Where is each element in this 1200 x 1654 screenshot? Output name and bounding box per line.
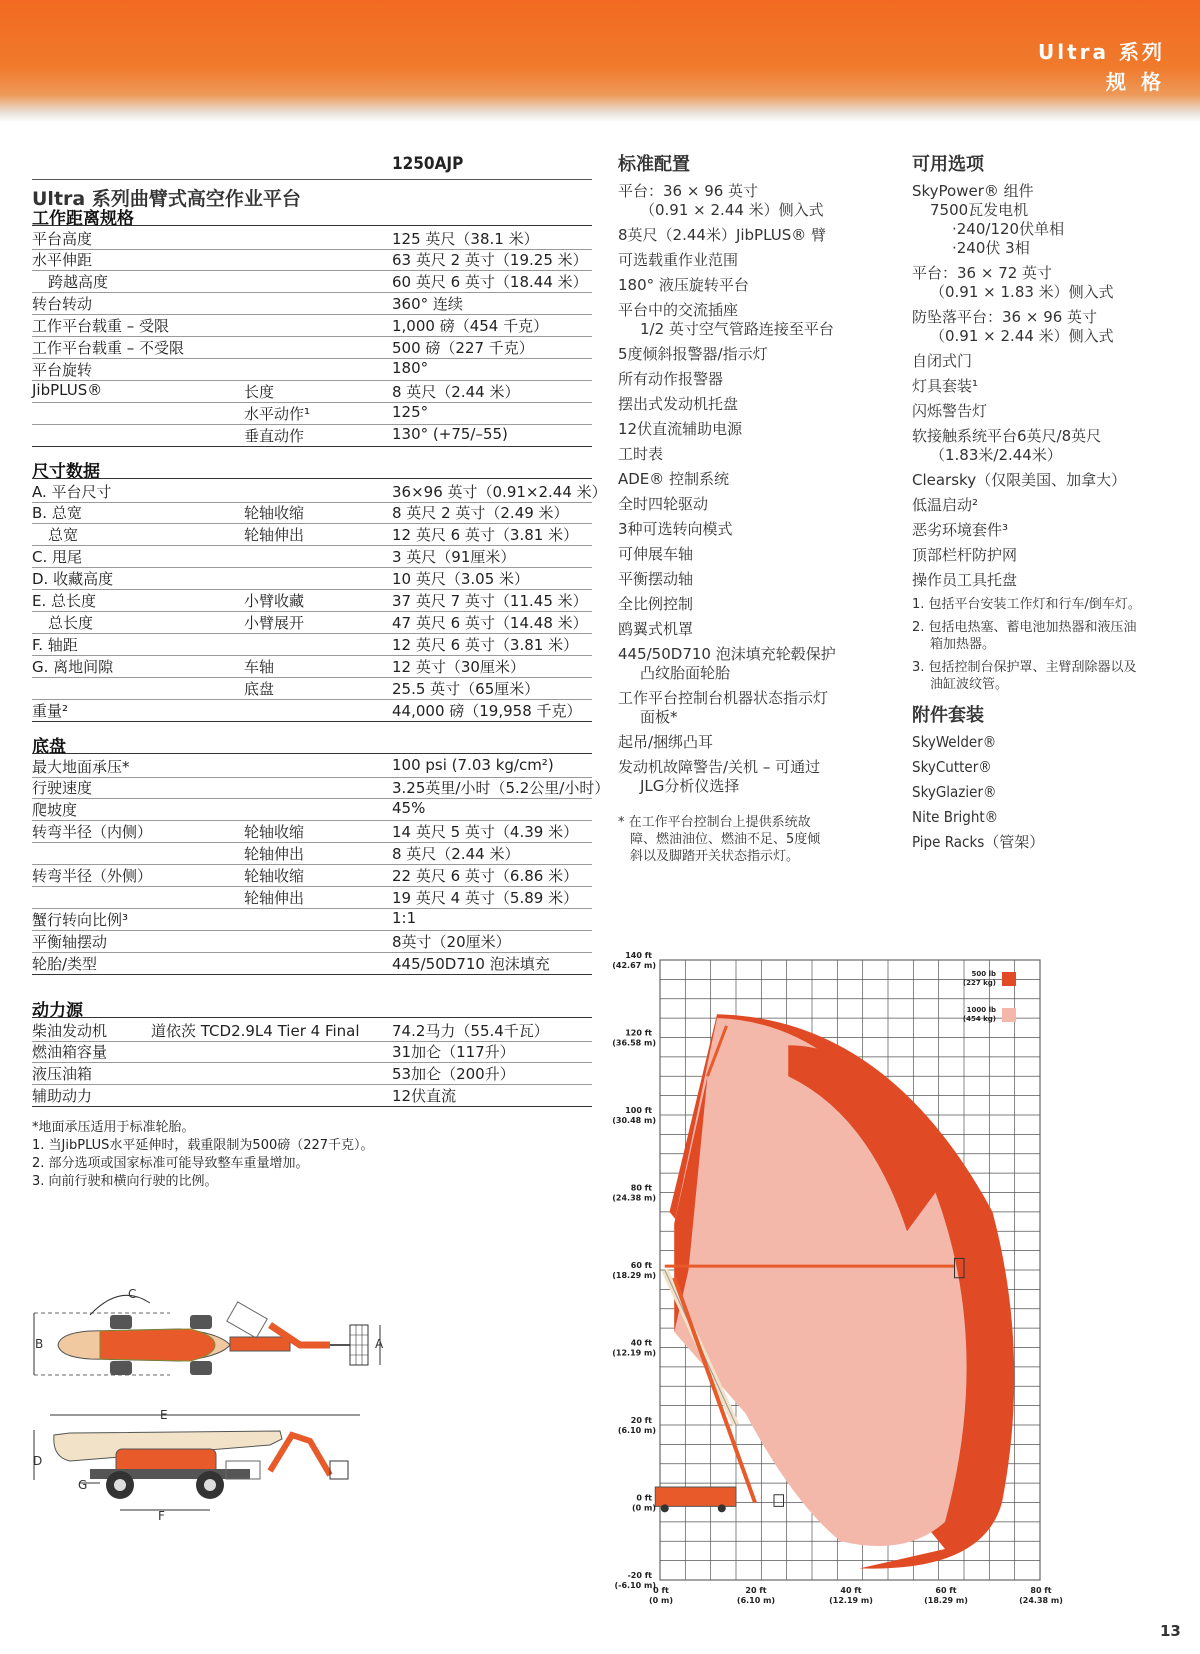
- list-item-line: 3种可选转向模式: [618, 520, 733, 538]
- list-item: [912, 659, 1172, 693]
- list-item-line: 凸纹胎面轮胎: [640, 664, 731, 682]
- spec-row: [32, 632, 592, 656]
- section-dimensions: 尺寸数据: [32, 462, 100, 482]
- spec-sublabel: 车轴: [244, 658, 275, 676]
- spec-sublabel: 轮轴收缩: [244, 504, 305, 522]
- spec-label: 转弯半径（外侧）: [32, 867, 153, 885]
- options-notes: [912, 596, 1172, 693]
- y-tick-label: -20 ft: [627, 1571, 652, 1580]
- spec-label: 蟹行转向比例³: [32, 911, 129, 929]
- spec-row: [32, 698, 592, 722]
- list-item: [618, 420, 878, 439]
- spec-sublabel: 轮轴收缩: [244, 823, 305, 841]
- spec-value: 1:1: [392, 909, 417, 927]
- list-item: [912, 596, 1172, 613]
- list-item-line: 闪烁警告灯: [912, 402, 988, 420]
- spec-value: 500 磅（227 千克）: [392, 339, 534, 357]
- list-item-line: ADE® 控制系统: [618, 470, 730, 488]
- list-item: [912, 521, 1172, 540]
- list-item-line: 软接触系统平台6英尺/8英尺: [912, 427, 1102, 445]
- spec-row: [32, 335, 592, 359]
- spec-row: [32, 819, 592, 843]
- x-tick-label: (12.19 m): [829, 1596, 873, 1605]
- spec-title: Ultra 系列曲臂式高空作业平台: [32, 188, 301, 210]
- spec-label: JibPLUS®: [32, 381, 103, 399]
- spec-value: 60 英尺 6 英寸（18.44 米）: [392, 273, 588, 291]
- list-item-line: 7500瓦发电机: [930, 201, 1029, 219]
- spec-row: [32, 566, 592, 590]
- spec-sublabel: 小臂展开: [244, 614, 305, 632]
- list-item-line: SkyPower® 组件: [912, 182, 1034, 200]
- list-item-line: 8英尺（2.44米）JibPLUS® 臂: [618, 226, 826, 244]
- y-tick-label: 120 ft: [625, 1028, 652, 1038]
- list-item: [618, 182, 878, 220]
- list-item-line: ·240伏 3相: [952, 239, 1030, 257]
- spec-value: 53加仑（200升）: [392, 1065, 515, 1083]
- dim-label-f: F: [158, 1509, 165, 1523]
- spec-value: 8 英尺（2.44 米）: [392, 845, 520, 863]
- list-item-line: Clearsky（仅限美国、加拿大）: [912, 471, 1127, 489]
- list-item: [618, 595, 878, 614]
- spec-label: 爬坡度: [32, 801, 78, 819]
- list-item: [618, 301, 878, 339]
- y-tick-label: 40 ft: [630, 1338, 652, 1348]
- wheel: [661, 1504, 669, 1512]
- legend-swatch: [1002, 972, 1016, 986]
- options-list: [912, 182, 1172, 590]
- standard-features: [618, 150, 878, 865]
- header-banner: [0, 0, 1200, 122]
- spec-row: [32, 775, 610, 799]
- spec-value: 3.25英里/小时（5.2公里/小时）: [392, 779, 610, 797]
- y-tick-label: 100 ft: [625, 1106, 652, 1115]
- list-item-line: JLG分析仪选择: [640, 777, 740, 795]
- series-title: Ultra 系列: [1038, 40, 1165, 64]
- available-options: [912, 150, 1172, 858]
- x-tick-label: 40 ft: [840, 1586, 862, 1595]
- x-tick-label: 0 ft: [653, 1586, 669, 1595]
- dim-label-e: E: [160, 1408, 168, 1422]
- spec-label: 总长度: [48, 614, 94, 632]
- spec-row: [32, 522, 592, 546]
- list-item-line: 油缸波纹管。: [930, 677, 1009, 692]
- list-item: [912, 264, 1172, 302]
- spec-row: [32, 401, 592, 425]
- spec-row: [32, 379, 592, 403]
- x-tick-label: 20 ft: [745, 1586, 767, 1595]
- spec-sublabel: 轮轴收缩: [244, 867, 305, 885]
- spec-label: 重量²: [32, 702, 69, 720]
- spec-label: 总宽: [48, 526, 79, 544]
- list-item-line: 平台：36 × 96 英寸: [618, 182, 759, 200]
- y-tick-label: 80 ft: [630, 1183, 652, 1193]
- x-tick-label: (24.38 m): [1019, 1596, 1063, 1605]
- accessory-item: Pipe Racks（管架）: [912, 833, 1045, 851]
- list-item-line: 工时表: [618, 445, 664, 463]
- model-name: 1250AJP: [392, 154, 464, 174]
- note-line: 障、燃油油位、燃油不足、5度倾: [630, 832, 821, 847]
- y-tick-label: (18.29 m): [612, 1271, 656, 1280]
- list-item: [912, 377, 1172, 396]
- dim-label-d: D: [33, 1454, 43, 1468]
- spec-label: 转弯半径（内侧）: [32, 823, 153, 841]
- y-tick-label: 60 ft: [630, 1261, 652, 1270]
- spec-row: [32, 357, 592, 381]
- x-tick-label: 60 ft: [935, 1586, 957, 1595]
- list-item: [618, 370, 878, 389]
- spec-value: 74.2马力（55.4千瓦）: [392, 1022, 549, 1040]
- spec-value: 45%: [392, 799, 426, 817]
- accessory-item: Nite Bright®: [912, 808, 999, 826]
- list-item-line: 鸥翼式机罩: [618, 620, 694, 638]
- spec-row: [32, 951, 592, 975]
- list-item: [618, 345, 878, 364]
- list-item: [618, 645, 878, 683]
- spec-label: B. 总宽: [32, 504, 82, 522]
- list-item: [618, 545, 878, 564]
- list-item-line: 5度倾斜报警器/指示灯: [618, 345, 768, 363]
- spec-sublabel: 垂直动作: [244, 427, 305, 445]
- spec-row: [32, 841, 592, 865]
- footnote: 2. 部分选项或国家标准可能导致整车重量增加。: [32, 1156, 309, 1171]
- list-item: [618, 445, 878, 464]
- list-item-line: 平衡摆动轴: [618, 570, 694, 588]
- accessory-list: [912, 733, 1172, 852]
- spec-value: 445/50D710 泡沫填充: [392, 955, 550, 973]
- list-item-line: 防坠落平台：36 × 96 英寸: [912, 308, 1098, 326]
- spec-row: [32, 863, 592, 887]
- list-item: [912, 308, 1172, 346]
- list-item-line: 自闭式门: [912, 352, 973, 370]
- list-item-line: （1.83米/2.44米）: [930, 446, 1062, 464]
- spec-value: 360° 连续: [392, 295, 463, 313]
- spec-value: 63 英尺 2 英寸（19.25 米）: [392, 251, 588, 269]
- y-tick-label: 20 ft: [630, 1416, 652, 1425]
- list-item-line: ·240/120伏单相: [952, 220, 1065, 238]
- standard-list: [618, 182, 878, 796]
- x-tick-label: (6.10 m): [736, 1596, 776, 1605]
- dim-label-b: B: [35, 1337, 44, 1351]
- spec-label: 转台转动: [32, 295, 93, 313]
- y-tick-label: (12.19 m): [612, 1348, 656, 1358]
- dim-label-g: G: [78, 1478, 88, 1492]
- spec-value: 14 英尺 5 英寸（4.39 米）: [392, 823, 579, 841]
- list-item: [618, 470, 878, 489]
- spec-label: 液压油箱: [32, 1065, 93, 1083]
- spec-label: 平衡轴摆动: [32, 933, 108, 951]
- spec-value: 10 英尺（3.05 米）: [392, 570, 530, 588]
- list-item-line: 1/2 英寸空气管路连接至平台: [640, 320, 834, 338]
- legend-label: (454 kg): [962, 1015, 996, 1023]
- y-tick-label: (36.58 m): [612, 1038, 656, 1048]
- spec-sublabel: 轮轴伸出: [244, 889, 305, 907]
- spec-value: 37 英尺 7 英寸（11.45 米）: [392, 592, 588, 610]
- legend-swatch: [1002, 1008, 1016, 1022]
- spec-value: 8 英尺（2.44 米）: [392, 383, 520, 401]
- spec-label: A. 平台尺寸: [32, 483, 112, 501]
- dim-label-a: A: [375, 1337, 384, 1351]
- spec-label: E. 总长度: [32, 592, 97, 610]
- y-tick-label: (6.10 m): [617, 1426, 656, 1435]
- standard-heading: 标准配置: [618, 154, 690, 175]
- spec-label: 轮胎/类型: [32, 955, 98, 973]
- spec-row: [32, 588, 592, 612]
- machine-dimension-diagram: [30, 1285, 410, 1555]
- list-item-line: 可选载重作业范围: [618, 251, 739, 269]
- list-item: [618, 226, 878, 245]
- spec-label: 最大地面承压*: [32, 758, 130, 776]
- list-item: [912, 427, 1172, 465]
- y-tick-label: (30.48 m): [612, 1116, 656, 1125]
- list-item-line: 全比例控制: [618, 595, 694, 613]
- spec-value: 125 英尺（38.1 米）: [392, 230, 539, 248]
- accessory-heading: 附件套装: [912, 705, 984, 726]
- spec-value: 12 英寸（30厘米）: [392, 658, 525, 676]
- list-item-line: 所有动作报警器: [618, 370, 724, 388]
- list-item-line: 12伏直流辅助电源: [618, 420, 743, 438]
- legend-label: 500 lb: [971, 970, 996, 978]
- y-tick-label: (24.38 m): [612, 1193, 656, 1203]
- spec-label: 辅助动力: [32, 1087, 93, 1105]
- list-item: [618, 495, 878, 514]
- spec-value: 125°: [392, 403, 429, 421]
- y-tick-label: 0 ft: [636, 1493, 652, 1503]
- series-subtitle: 规 格: [1106, 70, 1165, 94]
- note-line: * 在工作平台控制台上提供系统故: [618, 815, 811, 830]
- spec-label: 水平伸距: [32, 251, 93, 269]
- y-tick-label: (42.67 m): [612, 961, 656, 970]
- list-item: [618, 395, 878, 414]
- list-item-line: 可伸展车轴: [618, 545, 694, 563]
- list-item-line: 箱加热器。: [930, 637, 996, 652]
- spec-row: [32, 1039, 592, 1063]
- accessory-item: SkyWelder®: [912, 733, 997, 751]
- list-item: [912, 496, 1172, 515]
- list-item: [618, 620, 878, 639]
- wheel: [718, 1504, 726, 1512]
- list-item: [912, 182, 1172, 258]
- spec-row: [32, 544, 592, 568]
- list-item-line: 3. 包括控制台保护罩、主臂刮除器以及: [912, 660, 1137, 675]
- spec-value: 3 英尺（91厘米）: [392, 548, 516, 566]
- list-item: [618, 520, 878, 539]
- spec-label: 跨越高度: [48, 273, 109, 291]
- spec-row: [32, 313, 592, 337]
- spec-label: 燃油箱容量: [32, 1043, 108, 1061]
- legend-label: (227 kg): [962, 979, 996, 987]
- spec-sublabel: 轮轴伸出: [244, 845, 305, 863]
- legend-label: 1000 lb: [966, 1006, 996, 1014]
- list-item-line: 2. 包括电热塞、蓄电池加热器和液压油: [912, 620, 1137, 635]
- spec-label: 工作平台载重 – 不受限: [32, 339, 185, 357]
- list-item-line: 发动机故障警告/关机 – 可通过: [618, 758, 821, 776]
- spec-value: 31加仑（117升）: [392, 1043, 515, 1061]
- list-item: [912, 619, 1172, 653]
- spec-row: [32, 269, 592, 293]
- list-item: [912, 402, 1172, 421]
- list-item-line: 摆出式发动机托盘: [618, 395, 739, 413]
- footnote: 1. 当JibPLUS水平延伸时，载重限制为500磅（227千克）。: [32, 1138, 374, 1153]
- spec-label: 工作平台载重 – 受限: [32, 317, 170, 335]
- work-envelope-chart: [612, 948, 1100, 1628]
- accessory-item: SkyCutter®: [912, 758, 992, 776]
- options-heading: 可用选项: [912, 154, 984, 175]
- standard-note: [618, 814, 878, 865]
- spec-label: D. 收藏高度: [32, 570, 114, 588]
- list-item-line: （0.91 × 2.44 米）侧入式: [640, 201, 824, 219]
- spec-label: 柴油发动机: [32, 1022, 108, 1040]
- spec-value: 180°: [392, 359, 429, 377]
- section-power: 动力源: [32, 1001, 83, 1021]
- list-item-line: 平台中的交流插座: [618, 301, 739, 319]
- spec-row: [32, 797, 592, 821]
- spec-row: [32, 247, 592, 271]
- list-item-line: 平台：36 × 72 英寸: [912, 264, 1053, 282]
- list-item: [912, 571, 1172, 590]
- y-tick-label: (0 m): [632, 1503, 656, 1513]
- note-line: 斜以及脚踏开关状态指示灯。: [630, 849, 800, 864]
- accessory-item: SkyGlazier®: [912, 783, 997, 801]
- spec-sublabel: 水平动作¹: [244, 405, 311, 423]
- list-item-line: 180° 液压旋转平台: [618, 276, 749, 294]
- list-item-line: 1. 包括平台安装工作灯和行车/倒车灯。: [912, 597, 1141, 612]
- section-working: 工作距离规格: [32, 209, 134, 229]
- spec-value: 1,000 磅（454 千克）: [392, 317, 549, 335]
- spec-row: [32, 610, 592, 634]
- spec-sublabel: 底盘: [244, 680, 275, 698]
- spec-value: 47 英尺 6 英寸（14.48 米）: [392, 614, 588, 632]
- spec-row: [32, 676, 592, 700]
- list-item: [618, 276, 878, 295]
- spec-value: 12 英尺 6 英寸（3.81 米）: [392, 526, 579, 544]
- list-item: [618, 689, 878, 727]
- list-item-line: （0.91 × 1.83 米）侧入式: [930, 283, 1114, 301]
- page-number: 13: [1160, 1622, 1181, 1640]
- list-item-line: 恶劣环境套件³: [912, 521, 1009, 539]
- spec-row: [32, 1083, 592, 1107]
- list-item-line: （0.91 × 2.44 米）侧入式: [930, 327, 1114, 345]
- spec-row: [32, 929, 592, 953]
- spec-label: G. 离地间隙: [32, 658, 114, 676]
- spec-value: 22 英尺 6 英寸（6.86 米）: [392, 867, 579, 885]
- x-tick-label: (0 m): [649, 1596, 673, 1605]
- spec-sublabel: 道依茨 TCD2.9L4 Tier 4 Final: [151, 1022, 360, 1040]
- spec-label: 行驶速度: [32, 779, 93, 797]
- spec-label: 平台高度: [32, 230, 93, 248]
- list-item: [912, 546, 1172, 565]
- list-item: [912, 352, 1172, 371]
- list-item-line: 灯具套装¹: [912, 377, 979, 395]
- spec-sublabel: 轮轴伸出: [244, 526, 305, 544]
- list-item-line: 全时四轮驱动: [618, 495, 709, 513]
- footnote: 3. 向前行驶和横向行驶的比例。: [32, 1174, 218, 1189]
- spec-value: 8 英尺 2 英寸（2.49 米）: [392, 504, 569, 522]
- list-item-line: 工作平台控制台机器状态指示灯: [618, 689, 829, 707]
- spec-label: 平台旋转: [32, 361, 93, 379]
- spec-row: [32, 885, 592, 909]
- y-tick-label: (-6.10 m): [614, 1581, 656, 1590]
- spec-value: 19 英尺 4 英寸（5.89 米）: [392, 889, 579, 907]
- list-item: [618, 251, 878, 270]
- spec-value: 36×96 英寸（0.91×2.44 米）: [392, 483, 607, 501]
- spec-row: [32, 907, 592, 931]
- list-item-line: 面板*: [640, 708, 678, 726]
- side-view-diagram: [33, 1408, 360, 1523]
- machine-body: [655, 1487, 736, 1506]
- spec-row: [32, 654, 592, 678]
- spec-value: 12 英尺 6 英寸（3.81 米）: [392, 636, 579, 654]
- header-rule: [32, 179, 592, 180]
- dim-label-c: C: [128, 1287, 137, 1301]
- spec-value: 25.5 英寸（65厘米）: [392, 680, 540, 698]
- footnote: *地面承压适用于标准轮胎。: [32, 1120, 195, 1135]
- spec-value: 130° (+75/–55): [392, 425, 508, 443]
- top-view-diagram: [34, 1287, 384, 1375]
- y-tick-label: 140 ft: [625, 951, 652, 960]
- spec-value: 100 psi (7.03 kg/cm²): [392, 756, 554, 774]
- spec-label: C. 甩尾: [32, 548, 83, 566]
- spec-row: [32, 423, 592, 447]
- section-chassis: 底盘: [32, 737, 66, 757]
- spec-sublabel: 小臂收藏: [244, 592, 305, 610]
- spec-value: 44,000 磅（19,958 千克）: [392, 702, 582, 720]
- spec-value: 8英寸（20厘米）: [392, 933, 511, 951]
- spec-row: [32, 500, 592, 524]
- list-item: [618, 758, 878, 796]
- list-item-line: 445/50D710 泡沫填充轮毂保护: [618, 645, 836, 663]
- x-tick-label: 80 ft: [1030, 1586, 1052, 1595]
- list-item: [618, 570, 878, 589]
- x-tick-label: (18.29 m): [924, 1596, 968, 1605]
- list-item: [618, 733, 878, 752]
- spec-value: 12伏直流: [392, 1087, 457, 1105]
- list-item: [912, 471, 1172, 490]
- spec-label: F. 轴距: [32, 636, 78, 654]
- spec-sublabel: 长度: [244, 383, 275, 401]
- list-item-line: 起吊/捆绑凸耳: [618, 733, 714, 751]
- list-item-line: 操作员工具托盘: [912, 571, 1018, 589]
- spec-row: [32, 291, 592, 315]
- spec-row: [32, 1061, 592, 1085]
- list-item-line: 顶部栏杆防护网: [912, 546, 1018, 564]
- list-item-line: 低温启动²: [912, 496, 979, 514]
